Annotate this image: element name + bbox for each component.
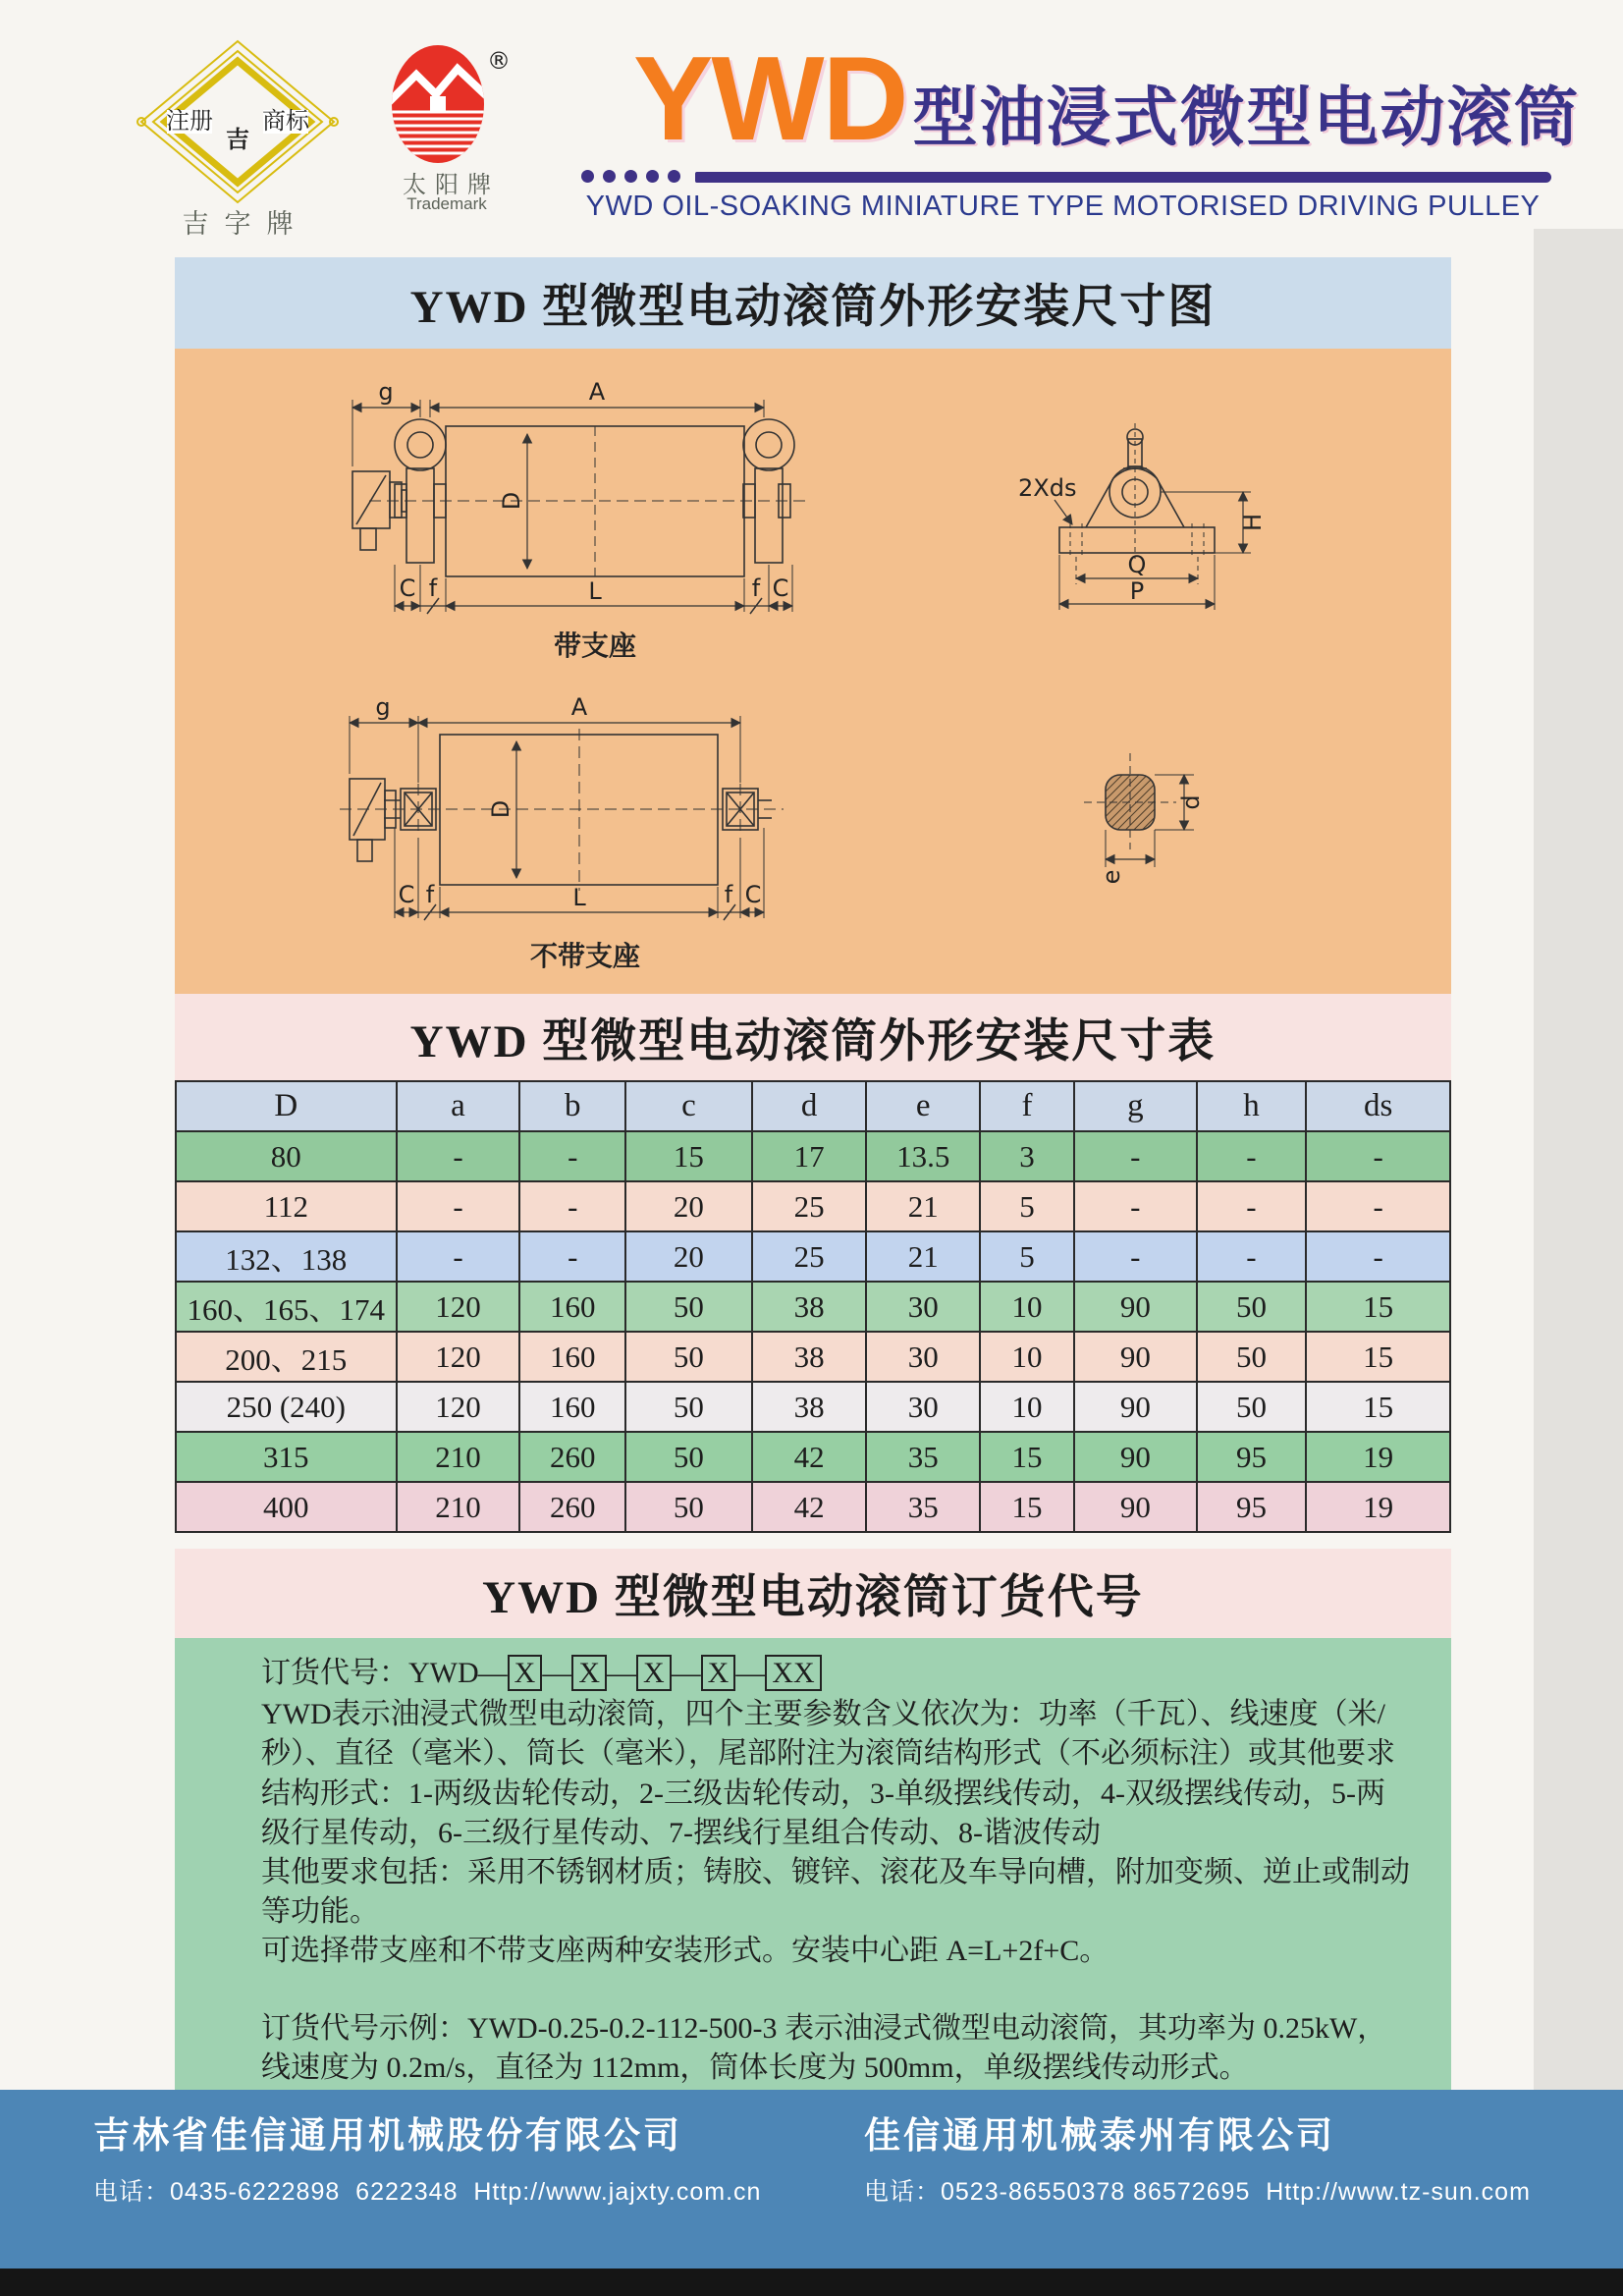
table-cell: 80 (176, 1131, 397, 1181)
table-cell: 35 (866, 1432, 980, 1482)
ordering-info-panel (175, 1638, 1451, 2090)
ji-logo-caption: 吉字牌 (182, 209, 309, 239)
installation-drawing-panel (175, 349, 1451, 994)
table-cell: 90 (1074, 1432, 1197, 1482)
table-cell: 50 (625, 1482, 752, 1532)
table-cell: 30 (866, 1382, 980, 1432)
drawing-with-base (320, 378, 1007, 665)
table-cell: 50 (625, 1382, 752, 1432)
table-header-cell: D (176, 1081, 397, 1131)
dimension-table-body (176, 1131, 1450, 1532)
table-cell: 42 (752, 1432, 867, 1482)
order-paragraph: 结构形式：1-两级齿轮传动，2-三级齿轮传动，3-单级摆线传动，4-双级摆线传动，5-两级行星传动，6-三级行星传动、7-摆线行星组合传动、8-谐波传动 (261, 1777, 1385, 1849)
dim-label-e-shaft: e (1098, 869, 1125, 885)
title-deco-bar (695, 172, 1551, 183)
table-cell: - (397, 1131, 520, 1181)
table-header-cell: c (625, 1081, 752, 1131)
table-cell: 25 (752, 1181, 867, 1231)
table-cell: 132、138 (176, 1231, 397, 1282)
page-title (633, 31, 1581, 165)
table-cell: 15 (625, 1131, 752, 1181)
table-cell: 35 (866, 1482, 980, 1532)
table-cell: 13.5 (866, 1131, 980, 1181)
dim-label-c: C (744, 881, 762, 908)
table-row (176, 1231, 1450, 1282)
dimension-table (175, 1080, 1451, 1533)
dimension-table-wrap (175, 1080, 1451, 1533)
logo-reg-left-label: 注册 (166, 107, 213, 135)
table-cell: - (1306, 1231, 1450, 1282)
table-cell: 19 (1306, 1432, 1450, 1482)
dim-label-a: A (588, 378, 606, 406)
table-cell: 50 (625, 1282, 752, 1332)
code-box: X (636, 1655, 672, 1691)
footer-bottom-bar (0, 2269, 1623, 2296)
section-drawing-title-band (175, 257, 1451, 349)
caption-with-base: 带支座 (553, 631, 637, 662)
registered-mark-icon: ® (487, 47, 511, 75)
section-table-title-band (175, 994, 1451, 1080)
company-contact: 电话：0523-86550378 86572695 Http://www.tz-sun.com (864, 2178, 1531, 2206)
table-cell: 400 (176, 1482, 397, 1532)
table-cell: 120 (397, 1382, 520, 1432)
code-box: X (508, 1655, 543, 1691)
table-cell: 210 (397, 1432, 520, 1482)
section-ordering-title: YWD 型微型电动滚筒订货代号 (482, 1572, 1144, 1623)
table-cell: - (519, 1231, 625, 1282)
page-subtitle-en: YWD OIL-SOAKING MINIATURE TYPE MOTORISED DRIVING PULLEY (585, 191, 1541, 222)
footer-company (864, 2090, 1531, 2269)
dim-label-c: C (399, 574, 416, 602)
table-cell: 120 (397, 1332, 520, 1382)
table-header-cell: d (752, 1081, 867, 1131)
table-cell: - (1074, 1181, 1197, 1231)
dim-label-l: L (572, 884, 586, 911)
code-box: X (571, 1655, 607, 1691)
table-cell: 15 (1306, 1282, 1450, 1332)
sun-logo-caption: 太阳牌 (403, 172, 500, 198)
dim-label-l: L (588, 577, 602, 605)
table-cell: 15 (980, 1482, 1074, 1532)
section-table-title: YWD 型微型电动滚筒外形安装尺寸表 (409, 1015, 1217, 1067)
section-ordering-title-band (175, 1549, 1451, 1638)
table-row (176, 1181, 1450, 1231)
dim-label-c: C (398, 881, 415, 908)
table-cell: - (397, 1181, 520, 1231)
code-dash: — (671, 1657, 701, 1689)
drawing-without-base (322, 681, 1058, 975)
table-cell: 5 (980, 1231, 1074, 1282)
table-header-cell: e (866, 1081, 980, 1131)
table-cell: 20 (625, 1181, 752, 1231)
table-row (176, 1131, 1450, 1181)
table-cell: 160 (519, 1282, 625, 1332)
dim-label-d-shaft: d (1177, 794, 1205, 810)
table-header-cell: h (1197, 1081, 1307, 1131)
table-cell: 15 (1306, 1382, 1450, 1432)
table-cell: 200、215 (176, 1332, 397, 1382)
order-code-line (261, 1654, 1412, 1693)
table-cell: 38 (752, 1282, 867, 1332)
table-cell: - (519, 1131, 625, 1181)
table-cell: 42 (752, 1482, 867, 1532)
dim-label-a: A (570, 693, 588, 721)
footer-company (93, 2090, 864, 2269)
table-cell: - (1197, 1231, 1307, 1282)
dim-label-f: f (751, 574, 761, 602)
table-cell: 21 (866, 1231, 980, 1282)
order-code-boxes (479, 1657, 823, 1689)
title-deco-dots (581, 170, 680, 183)
table-cell: 50 (625, 1432, 752, 1482)
order-example-paragraph: 订货代号示例：YWD-0.25-0.2-112-500-3 表示油浸式微型电动滚筒，其功率为 0.25kW，线速度为 0.2m/s，直径为 112mm，筒体长度为 500mm，单级摆线传动形式。 (261, 2011, 1387, 2084)
dim-label-q: Q (1127, 551, 1147, 578)
order-code-prefix: 订货代号：YWD (261, 1657, 479, 1689)
dim-label-d-drum: D (487, 799, 514, 819)
footer (0, 2090, 1623, 2269)
caption-without-base: 不带支座 (529, 942, 641, 972)
order-paragraph: YWD表示油浸式微型电动滚筒，四个主要参数含义依次为：功率（千瓦）、线速度（米/秒）、直径（毫米）、筒长（毫米），尾部附注为滚筒结构形式（不必须标注）或其他要求 (261, 1698, 1395, 1771)
table-cell: - (1074, 1131, 1197, 1181)
table-cell: 160 (519, 1332, 625, 1382)
table-cell: 90 (1074, 1482, 1197, 1532)
table-cell: 15 (980, 1432, 1074, 1482)
code-dash: — (735, 1657, 766, 1689)
table-header-cell: f (980, 1081, 1074, 1131)
table-cell: 260 (519, 1432, 625, 1482)
page-title-latin: YWD (633, 31, 907, 165)
table-cell: 90 (1074, 1332, 1197, 1382)
table-cell: 3 (980, 1131, 1074, 1181)
code-box: X (701, 1655, 736, 1691)
table-row (176, 1332, 1450, 1382)
dim-label-f: f (724, 881, 733, 908)
dim-label-g: g (378, 378, 394, 406)
table-cell: 17 (752, 1131, 867, 1181)
table-cell: 90 (1074, 1282, 1197, 1332)
table-cell: 120 (397, 1282, 520, 1332)
table-cell: 210 (397, 1482, 520, 1532)
table-cell: 38 (752, 1332, 867, 1382)
table-cell: - (1306, 1181, 1450, 1231)
table-cell: 160、165、174 (176, 1282, 397, 1332)
table-cell: 95 (1197, 1432, 1307, 1482)
dim-label-h: H (1239, 513, 1267, 532)
table-cell: 95 (1197, 1482, 1307, 1532)
logo-reg-right-label: 商标 (262, 107, 309, 135)
table-cell: 25 (752, 1231, 867, 1282)
scan-margin-strip (1534, 229, 1623, 2090)
table-header-cell: ds (1306, 1081, 1450, 1131)
page-title-zh: 型油浸式微型电动滚筒 (912, 81, 1581, 154)
table-cell: 30 (866, 1332, 980, 1382)
order-paragraph: 其他要求包括：采用不锈钢材质；铸胶、镀锌、滚花及车导向槽，附加变频、逆止或制动等功能。 (261, 1855, 1410, 1929)
table-cell: 260 (519, 1482, 625, 1532)
ordering-paragraphs (261, 1695, 1412, 1971)
table-header-cell: a (397, 1081, 520, 1131)
table-cell: 90 (1074, 1382, 1197, 1432)
section-drawing-title: YWD 型微型电动滚筒外形安装尺寸图 (409, 282, 1217, 333)
dim-label-2xds: 2Xds (1018, 474, 1077, 502)
ji-brand-logo (134, 37, 342, 206)
ji-glyph: 吉 (226, 126, 249, 153)
table-row (176, 1382, 1450, 1432)
dim-label-c: C (772, 574, 789, 602)
table-cell: 50 (1197, 1332, 1307, 1382)
table-cell: 10 (980, 1332, 1074, 1382)
dim-label-d-drum: D (498, 491, 525, 511)
table-row (176, 1482, 1450, 1532)
table-cell: 5 (980, 1181, 1074, 1231)
dim-label-p: P (1129, 577, 1145, 605)
table-cell: 19 (1306, 1482, 1450, 1532)
table-cell: 112 (176, 1181, 397, 1231)
table-cell: - (397, 1231, 520, 1282)
company-contact: 电话：0435-6222898 6222348 Http://www.jajxty.com.cn (93, 2178, 762, 2206)
table-cell: 30 (866, 1282, 980, 1332)
code-dash: — (477, 1657, 508, 1689)
table-cell: - (1197, 1181, 1307, 1231)
code-dash: — (542, 1657, 572, 1689)
table-cell: 50 (1197, 1282, 1307, 1332)
table-cell: - (1074, 1231, 1197, 1282)
dim-label-f: f (428, 574, 438, 602)
table-row (176, 1432, 1450, 1482)
table-row (176, 1282, 1450, 1332)
table-cell: 315 (176, 1432, 397, 1482)
dimension-table-header-row (176, 1081, 1450, 1131)
table-header-cell: g (1074, 1081, 1197, 1131)
table-cell: - (1306, 1131, 1450, 1181)
code-dash: — (607, 1657, 636, 1689)
company-name: 佳信通用机械泰州有限公司 (864, 2115, 1335, 2156)
table-cell: 21 (866, 1181, 980, 1231)
table-cell: - (519, 1181, 625, 1231)
table-header-cell: b (519, 1081, 625, 1131)
order-paragraph: 可选择带支座和不带支座两种安装形式。安装中心距 A=L+2f+C。 (261, 1935, 1109, 1968)
table-cell: 50 (1197, 1382, 1307, 1432)
support-base-drawing (1015, 400, 1329, 665)
sun-brand-logo (381, 39, 514, 169)
table-cell: 250 (240) (176, 1382, 397, 1432)
company-name: 吉林省佳信通用机械股份有限公司 (93, 2115, 682, 2156)
table-cell: 15 (1306, 1332, 1450, 1382)
code-box: XX (765, 1655, 821, 1691)
sun-logo-trademark-label: Trademark (406, 194, 487, 213)
shaft-section-drawing (1058, 730, 1304, 926)
table-cell: 20 (625, 1231, 752, 1282)
table-cell: 160 (519, 1382, 625, 1432)
table-cell: - (1197, 1131, 1307, 1181)
dim-label-f: f (425, 881, 435, 908)
table-cell: 10 (980, 1282, 1074, 1332)
dim-label-g: g (375, 693, 391, 721)
table-cell: 10 (980, 1382, 1074, 1432)
table-cell: 38 (752, 1382, 867, 1432)
table-cell: 50 (625, 1332, 752, 1382)
